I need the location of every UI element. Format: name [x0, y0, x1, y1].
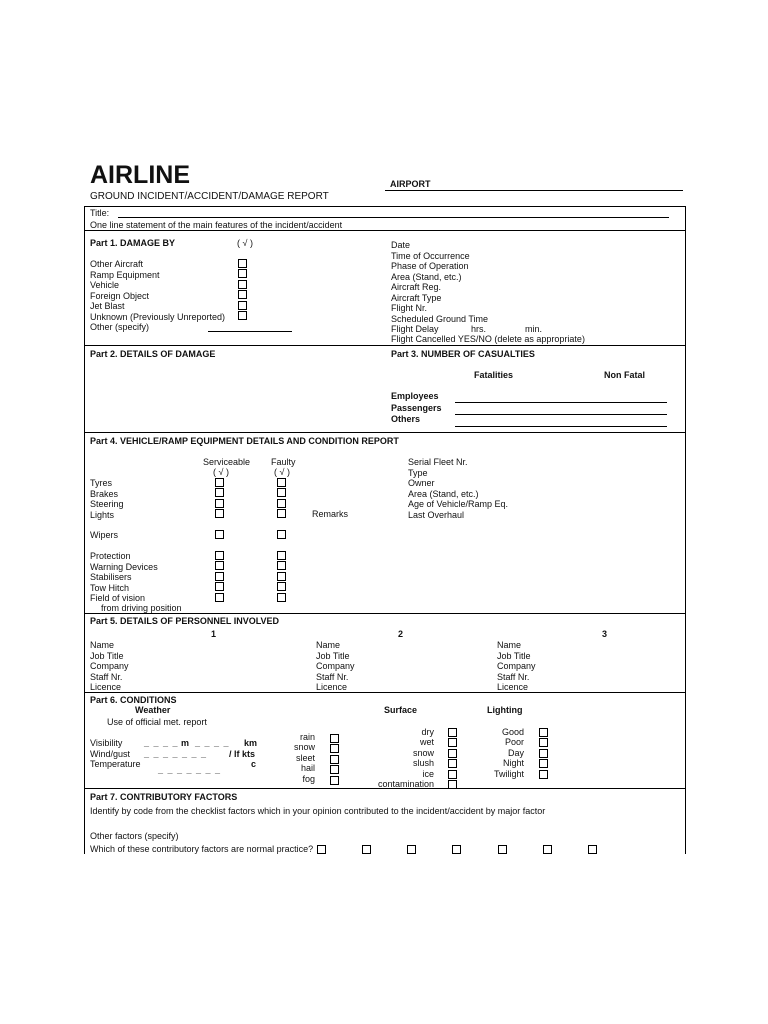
- non-fatal-header: Non Fatal: [604, 370, 646, 380]
- fatalities-header: Fatalities: [474, 370, 514, 380]
- personnel-fields-2: [316, 640, 355, 693]
- unit-km: km: [244, 738, 258, 748]
- precip-checkbox[interactable]: [330, 755, 339, 764]
- damage-checkbox[interactable]: [238, 280, 247, 289]
- part7-instruction: Identify by code from the checklist factors which in your opinion contributed to the incident/accident by major factor: [90, 806, 546, 816]
- surface-label: wet: [419, 737, 434, 747]
- normal-practice-label: Which of these contributory factors are normal practice?: [90, 844, 314, 854]
- factor-checkbox[interactable]: [362, 845, 371, 854]
- field-label: Name: [90, 640, 115, 650]
- report-subtitle: GROUND INCIDENT/ACCIDENT/DAMAGE REPORT: [90, 191, 329, 202]
- other-specify-line[interactable]: [208, 331, 292, 332]
- title-note: One line statement of the main features of the incident/accident: [90, 220, 343, 230]
- part1-fields: [391, 240, 488, 324]
- field-label: Aircraft Type: [391, 292, 442, 303]
- faulty-checkbox[interactable]: [277, 582, 286, 591]
- field-label: Name: [497, 640, 522, 650]
- lighting-label: Day: [507, 748, 524, 758]
- airline-title: AIRLINE: [90, 161, 190, 189]
- lighting-label: Poor: [504, 737, 524, 747]
- form-left-border: [84, 206, 85, 854]
- equipment-item: Field of vision: [90, 593, 146, 603]
- faulty-checkbox[interactable]: [277, 593, 286, 602]
- field-label: Staff Nr.: [90, 671, 123, 682]
- equipment-group2: [90, 551, 158, 604]
- lighting-label: Good: [501, 727, 524, 737]
- damage-checkbox[interactable]: [238, 290, 247, 299]
- factor-checkbox[interactable]: [543, 845, 552, 854]
- field-label: Owner: [408, 478, 435, 488]
- weather-header: Weather: [135, 705, 171, 715]
- field-label: Last Overhaul: [408, 509, 465, 520]
- faulty-checkbox[interactable]: [277, 530, 286, 539]
- serviceable-checkbox[interactable]: [215, 593, 224, 602]
- field-label: Aircraft Reg.: [391, 282, 442, 292]
- field-label: Area (Stand, etc.): [391, 271, 462, 282]
- field-label: Area (Stand, etc.): [408, 488, 479, 499]
- temperature-label: Temperature: [90, 759, 141, 769]
- faulty-checkbox[interactable]: [277, 488, 286, 497]
- surface-label: ice: [422, 769, 434, 779]
- damage-item: Jet Blast: [90, 301, 125, 311]
- casualty-input-line[interactable]: [455, 426, 667, 427]
- field-label: Licence: [316, 682, 348, 692]
- lighting-header: Lighting: [487, 705, 523, 715]
- precip-label: hail: [300, 763, 315, 773]
- faulty-checkbox[interactable]: [277, 551, 286, 560]
- factor-checkbox[interactable]: [498, 845, 507, 854]
- equipment-item: Stabilisers: [90, 572, 132, 582]
- airport-label: AIRPORT: [390, 179, 431, 189]
- title-label: Title:: [90, 208, 110, 218]
- temperature-field[interactable]: _ _ _ _ _ _ _: [158, 765, 222, 775]
- casualty-row-label: Employees: [391, 391, 439, 401]
- part1-heading: Part 1. DAMAGE BY: [90, 238, 176, 248]
- faulty-tick: ( √ ): [274, 467, 290, 477]
- surface-header: Surface: [384, 705, 418, 715]
- lighting-label: Night: [502, 758, 524, 768]
- min-label: min.: [525, 324, 543, 334]
- serviceable-checkbox[interactable]: [215, 572, 224, 581]
- lighting-checkbox[interactable]: [539, 749, 548, 758]
- serviceable-checkbox[interactable]: [215, 488, 224, 497]
- unit-c: c: [251, 759, 257, 769]
- wind-field[interactable]: _ _ _ _ _ _ _: [144, 749, 208, 759]
- surface-checkbox[interactable]: [448, 759, 457, 768]
- field-label: Company: [316, 661, 355, 671]
- part5-heading: Part 5. DETAILS OF PERSONNEL INVOLVED: [90, 616, 280, 626]
- part7-heading: Part 7. CONTRIBUTORY FACTORS: [90, 792, 238, 802]
- serviceable-checkbox[interactable]: [215, 582, 224, 591]
- damage-item: Other Aircraft: [90, 259, 144, 269]
- surface-label: dry: [421, 727, 434, 737]
- serviceable-tick: ( √ ): [213, 467, 229, 477]
- damage-checkbox[interactable]: [238, 259, 247, 268]
- remarks-label: Remarks: [312, 509, 349, 519]
- visibility-label: Visibility: [90, 738, 123, 748]
- equipment-item: Tyres: [90, 478, 113, 488]
- driving-position-label: from driving position: [101, 603, 182, 613]
- field-label: Licence: [497, 682, 529, 692]
- surface-checkbox[interactable]: [448, 780, 457, 789]
- equipment-item: Wipers: [90, 530, 119, 540]
- damage-checkbox[interactable]: [238, 269, 247, 278]
- field-label: Licence: [90, 682, 122, 692]
- form-right-border: [685, 206, 686, 854]
- precip-checkbox[interactable]: [330, 734, 339, 743]
- met-report-label: Use of official met. report: [107, 717, 207, 727]
- lighting-checkbox[interactable]: [539, 759, 548, 768]
- field-label: Scheduled Ground Time: [391, 313, 489, 324]
- personnel-fields-1: [90, 640, 129, 693]
- factor-checkbox[interactable]: [588, 845, 597, 854]
- section-divider: [84, 692, 686, 693]
- damage-checkbox[interactable]: [238, 301, 247, 310]
- field-label: Job Title: [90, 650, 124, 661]
- flight-delay-label: Flight Delay: [391, 324, 439, 334]
- precip-label: fog: [302, 774, 315, 784]
- field-label: Staff Nr.: [497, 671, 530, 682]
- part2-heading: Part 2. DETAILS OF DAMAGE: [90, 349, 216, 359]
- airport-underline: [385, 190, 683, 191]
- surface-checkbox[interactable]: [448, 749, 457, 758]
- serviceable-checkbox[interactable]: [215, 561, 224, 570]
- unit-m: m: [181, 738, 190, 748]
- equipment-item: Steering: [90, 499, 124, 509]
- field-label: Phase of Operation: [391, 261, 469, 271]
- field-label: Company: [90, 661, 129, 671]
- faulty-header: Faulty: [271, 457, 296, 467]
- title-input-line[interactable]: [118, 217, 669, 218]
- casualty-row-label: Passengers: [391, 403, 442, 413]
- factor-checkbox[interactable]: [407, 845, 416, 854]
- field-label: Date: [391, 240, 411, 250]
- serviceable-checkbox[interactable]: [215, 499, 224, 508]
- serviceable-checkbox[interactable]: [215, 551, 224, 560]
- personnel-number: 1: [211, 629, 217, 639]
- surface-label: slush: [412, 758, 434, 768]
- part1-tick-header: ( √ ): [237, 238, 253, 248]
- personnel-fields-3: [497, 640, 536, 693]
- precip-checkbox[interactable]: [330, 744, 339, 753]
- field-label: Job Title: [497, 650, 531, 661]
- lighting-checkbox[interactable]: [539, 770, 548, 779]
- equipment-item: Tow Hitch: [90, 582, 130, 593]
- casualty-input-line[interactable]: [455, 402, 667, 403]
- faulty-checkbox[interactable]: [277, 509, 286, 518]
- personnel-number: 2: [398, 629, 404, 639]
- field-label: Age of Vehicle/Ramp Eq.: [408, 499, 509, 509]
- part1-damage-list: [90, 259, 225, 333]
- equipment-item: Protection: [90, 551, 131, 561]
- personnel-number: 3: [602, 629, 608, 639]
- factor-checkbox[interactable]: [317, 845, 326, 854]
- form-top-border: [84, 206, 686, 207]
- surface-checkbox[interactable]: [448, 770, 457, 779]
- faulty-checkbox[interactable]: [277, 499, 286, 508]
- field-label: Type: [408, 467, 428, 478]
- field-label: Flight Nr.: [391, 303, 428, 313]
- part4-heading: Part 4. VEHICLE/RAMP EQUIPMENT DETAILS AND CONDITION REPORT: [90, 436, 399, 446]
- surface-checkbox[interactable]: [448, 738, 457, 747]
- field-label: Serial Fleet Nr.: [408, 457, 468, 467]
- damage-item: Unknown (Previously Unreported): [90, 311, 226, 322]
- faulty-checkbox[interactable]: [277, 561, 286, 570]
- serviceable-checkbox[interactable]: [215, 530, 224, 539]
- factor-checkbox[interactable]: [452, 845, 461, 854]
- serviceable-checkbox[interactable]: [215, 509, 224, 518]
- equipment-group1: [90, 478, 124, 520]
- casualty-row-label: Others: [391, 414, 421, 424]
- damage-checkbox[interactable]: [238, 311, 247, 320]
- casualty-input-line[interactable]: [455, 414, 667, 415]
- other-factors-label: Other factors (specify): [90, 831, 179, 841]
- visibility-km-field[interactable]: _ _ _ _: [195, 738, 230, 748]
- part6-heading: Part 6. CONDITIONS: [90, 695, 177, 705]
- field-label: Name: [316, 640, 341, 650]
- damage-item: Foreign Object: [90, 290, 150, 301]
- lighting-label: Twilight: [493, 769, 524, 779]
- faulty-checkbox[interactable]: [277, 478, 286, 487]
- flight-cancelled-label: Flight Cancelled YES/NO (delete as appropriate): [391, 334, 585, 344]
- equipment-item: Brakes: [90, 488, 119, 499]
- precip-checkbox[interactable]: [330, 776, 339, 785]
- damage-item: Vehicle: [90, 280, 120, 290]
- surface-label: contamination: [377, 779, 434, 789]
- field-label: Staff Nr.: [316, 671, 349, 682]
- serviceable-checkbox[interactable]: [215, 478, 224, 487]
- precip-checkbox[interactable]: [330, 765, 339, 774]
- wind-label: Wind/gust: [90, 749, 131, 759]
- part4-fields: [408, 457, 508, 520]
- unit-kts: / lf kts: [229, 749, 256, 759]
- surface-label: snow: [412, 748, 434, 758]
- damage-item: Ramp Equipment: [90, 269, 160, 280]
- field-label: Company: [497, 661, 536, 671]
- field-label: Time of Occurrence: [391, 250, 470, 261]
- lighting-checkbox[interactable]: [539, 728, 548, 737]
- hrs-label: hrs.: [471, 324, 487, 334]
- equipment-item: Warning Devices: [90, 561, 158, 572]
- precip-label: sleet: [295, 753, 315, 763]
- section-divider: [84, 432, 686, 433]
- surface-checkbox[interactable]: [448, 728, 457, 737]
- precip-label: rain: [299, 732, 315, 742]
- faulty-checkbox[interactable]: [277, 572, 286, 581]
- part3-heading: Part 3. NUMBER OF CASUALTIES: [391, 349, 535, 359]
- lighting-checkbox[interactable]: [539, 738, 548, 747]
- damage-item: Other (specify): [90, 322, 150, 332]
- field-label: Job Title: [316, 650, 350, 661]
- serviceable-header: Serviceable: [203, 457, 251, 467]
- equipment-item: Lights: [90, 509, 115, 520]
- visibility-m-field[interactable]: _ _ _ _: [144, 738, 179, 748]
- precip-label: snow: [293, 742, 315, 752]
- section-divider: [84, 345, 686, 346]
